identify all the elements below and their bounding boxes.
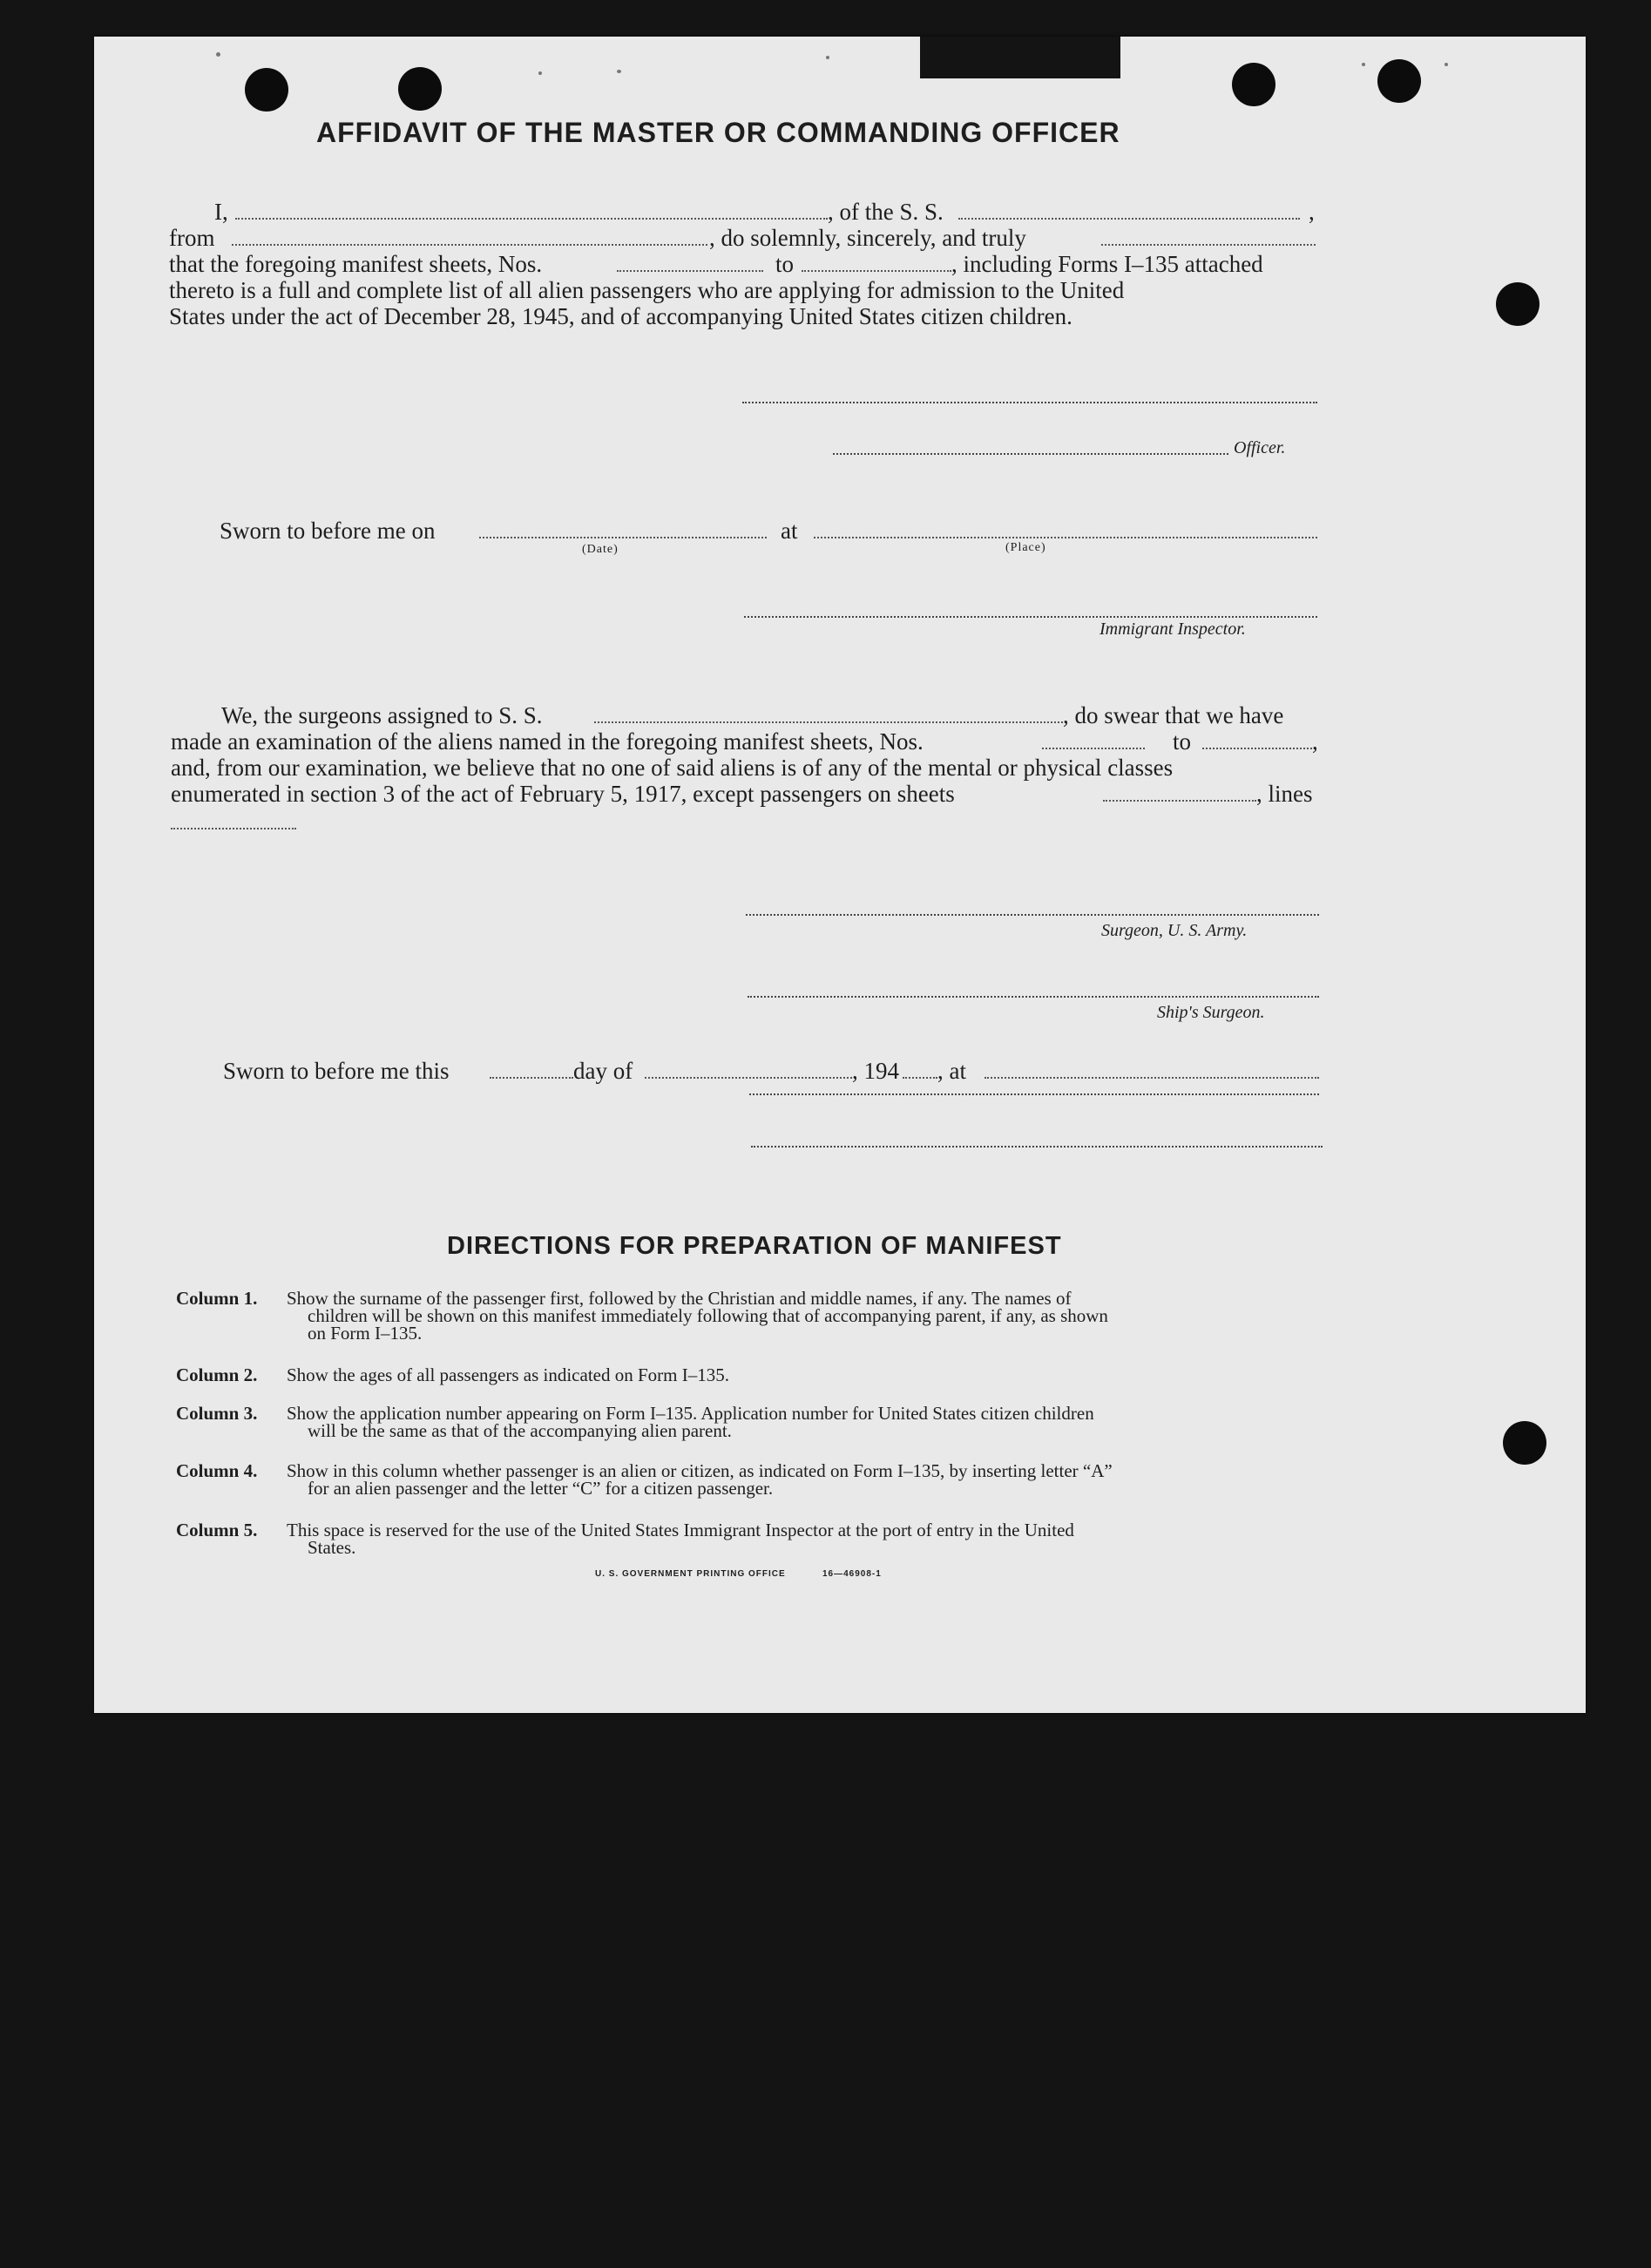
sworn-text: Sworn to before me this <box>223 1058 450 1084</box>
line-text: made an examination of the aliens named in the foregoing manifest sheets, Nos. <box>171 728 924 755</box>
date-caption: (Date) <box>582 543 619 556</box>
sheets-to-blank <box>802 270 951 272</box>
day-of-text: day of <box>573 1058 633 1084</box>
blank <box>1101 244 1316 246</box>
army-surgeon-caption: Surgeon, U. S. Army. <box>1101 921 1248 940</box>
ship-blank <box>958 218 1300 220</box>
master-signature-line <box>742 402 1317 403</box>
at-text: at <box>781 518 798 544</box>
line-text: I, <box>214 199 228 225</box>
directions-title: DIRECTIONS FOR PREPARATION OF MANIFEST <box>447 1232 1062 1260</box>
inspector-signature-line <box>744 616 1317 618</box>
inspector-caption: Immigrant Inspector. <box>1100 619 1246 639</box>
line-text: , of the S. S. <box>828 199 944 225</box>
line-text: , including Forms I–135 attached <box>951 251 1263 277</box>
line-text: thereto is a full and complete list of all alien passengers who are applying for admission to the United <box>169 277 1125 303</box>
line-text: , lines <box>1256 781 1313 807</box>
form-number: 16—46908-1 <box>822 1569 882 1579</box>
punch-hole <box>1377 59 1421 103</box>
date-blank <box>479 537 767 538</box>
lines-blank <box>171 828 296 829</box>
line-text: , <box>1312 728 1318 755</box>
printing-office-imprint: U. S. GOVERNMENT PRINTING OFFICE <box>595 1569 786 1579</box>
punch-hole <box>398 67 442 111</box>
place-blank <box>814 537 1317 538</box>
line-text: , do swear that we have <box>1063 702 1284 728</box>
army-surgeon-signature-line <box>746 914 1319 916</box>
line-text: enumerated in section 3 of the act of February 5, 1917, except passengers on sheets <box>171 781 955 807</box>
officer-caption: Officer. <box>1234 438 1286 457</box>
ship-surgeon-caption: Ship's Surgeon. <box>1157 1003 1265 1022</box>
year-blank <box>903 1077 937 1079</box>
line-text: , do solemnly, sincerely, and truly <box>709 225 1026 251</box>
form-page: AFFIDAVIT OF THE MASTER OR COMMANDING OFFICER I, , of the S. S. , from , do solemnly, sincerely, and truly that the foregoing manifest sheets, Nos. to , including Forms I–135 attached thereto is a full and complete list of all alien passengers who are applying for admission to the United States under the act of December 28, 1945, and of accompanying United States citizen children. Officer. Sworn to before me on at (Date) (Place) Immigrant Inspector. We, the surgeons assigned to S. S. , do swear that we have made an examination of the aliens named in the foregoing manifest sheets, Nos. to , and, from our examination, we believe that no one of said aliens is of any of the mental or physical classes enumerated in section 3 of the act of February 5, 1917, except passengers on sheets , lines Surgeon, U. S. Army. Ship's Surgeon. Sworn to before me this day of , 194 , at DIRECTIONS FOR PREPARATION OF MANIFEST Column 1. Show the surname of the passenger first, followed by the Christian and middle names, if any. The names of children will be shown on this manifest immediately following that of accompanying parent, if any, as shown on Form I–135. Column 2. Show the ages of all passengers as indicated on Form I–135. Column 3. Show the application number appearing on Form I–135. Application number for United States citizen children will be the same as that of the accompanying alien parent. Column 4. Show in this column whether passenger is an alien or citizen, as indicated on Form I–135, by inserting letter “A” for an alien passenger and the letter “C” for a citizen passenger. Column 5. This space is reserved for the use of the United States Immigrant Inspector at the port of entry in the United States. U. S. GOVERNMENT PRINTING OFFICE 16—46908-1 <box>94 37 1586 1713</box>
line-text: that the foregoing manifest sheets, Nos. <box>169 251 543 277</box>
line-text: , <box>1309 199 1315 225</box>
punch-hole <box>1232 63 1275 106</box>
torn-tab <box>920 37 1120 78</box>
name-blank <box>235 218 828 220</box>
sheets-blank <box>1103 800 1256 802</box>
ship-surgeon-signature-line <box>748 996 1319 998</box>
day-blank <box>490 1077 573 1079</box>
place-blank <box>985 1077 1319 1079</box>
line-text: to <box>775 251 795 277</box>
line-text: from <box>169 225 215 251</box>
line-text: and, from our examination, we believe that no one of said aliens is of any of the mental or physical classes <box>171 755 1174 781</box>
line-text: States under the act of December 28, 1945, and of accompanying United States citizen children. <box>169 303 1072 329</box>
at-text: , at <box>937 1058 966 1084</box>
punch-hole <box>1503 1421 1546 1465</box>
line-text: to <box>1173 728 1192 755</box>
sheets-from-blank <box>617 270 763 272</box>
place-caption: (Place) <box>1005 541 1046 554</box>
port-blank <box>232 244 707 246</box>
punch-hole <box>1496 282 1539 326</box>
sworn-text: Sworn to before me on <box>220 518 436 544</box>
line-text: We, the surgeons assigned to S. S. <box>221 702 543 728</box>
punch-hole <box>245 68 288 112</box>
year-text: , 194 <box>852 1058 899 1084</box>
sheets-from-blank <box>1042 748 1145 749</box>
witness-title-line <box>751 1146 1323 1148</box>
witness-signature-line <box>749 1093 1319 1095</box>
ship-blank <box>594 721 1063 723</box>
affidavit-title: AFFIDAVIT OF THE MASTER OR COMMANDING OFFICER <box>316 117 1120 148</box>
sheets-to-blank <box>1202 748 1312 749</box>
month-blank <box>645 1077 852 1079</box>
officer-signature-line <box>833 453 1228 455</box>
